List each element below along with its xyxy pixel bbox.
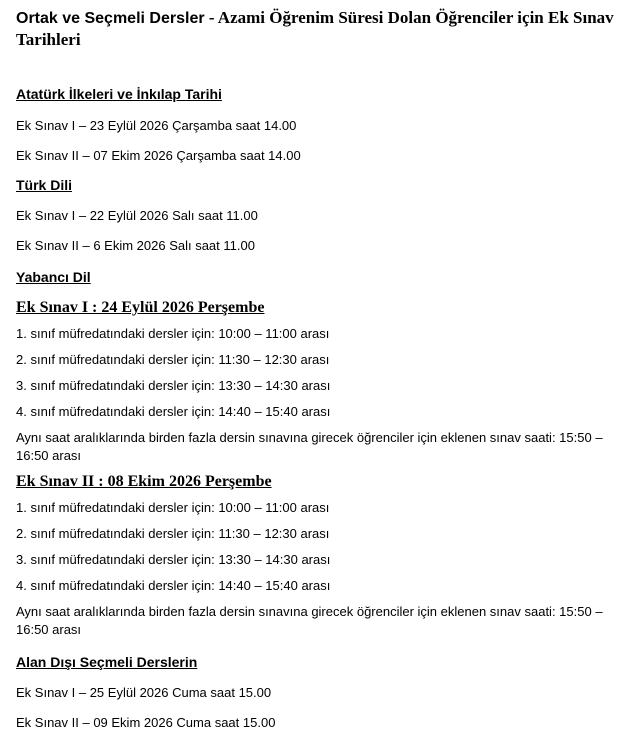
session-2-item: 4. sınıf müfredatındaki dersler için: 14:40 – 15:40 arası xyxy=(16,578,331,593)
section-heading-yabanci-dil: Yabancı Dil xyxy=(16,269,91,285)
alan-disi-exam-1: Ek Sınav I – 25 Eylül 2026 Cuma saat 15.00 xyxy=(16,685,272,700)
turk-dili-exam-1: Ek Sınav I – 22 Eylül 2026 Salı saat 11.00 xyxy=(16,208,258,223)
session-2-item: 3. sınıf müfredatındaki dersler için: 13:30 – 14:30 arası xyxy=(16,552,331,567)
section-heading-ataturk: Atatürk İlkeleri ve İnkılap Tarihi xyxy=(16,86,222,102)
session-2-note: Aynı saat aralıklarında birden fazla dersin sınavına girecek öğrenciler için eklenen sınav saati: 15:50 – 16:50 arası xyxy=(16,604,603,637)
session-1-item: 2. sınıf müfredatındaki dersler için: 11:30 – 12:30 arası xyxy=(16,352,330,367)
alan-disi-exam-2: Ek Sınav II – 09 Ekim 2026 Cuma saat 15.00 xyxy=(16,715,276,730)
page-title-part2: - Azami Öğrenim Süresi Dolan Öğrenciler için Ek Sınav Tarihleri xyxy=(16,8,614,49)
session-1-item: 4. sınıf müfredatındaki dersler için: 14:40 – 15:40 arası xyxy=(16,404,331,419)
session-2-heading: Ek Sınav II : 08 Ekim 2026 Perşembe xyxy=(16,473,272,490)
session-1-note: Aynı saat aralıklarında birden fazla dersin sınavına girecek öğrenciler için eklenen sınav saati: 15:50 – 16:50 arası xyxy=(16,430,603,463)
page-title-part1: Ortak ve Seçmeli Dersler xyxy=(16,10,205,27)
session-2-item: 2. sınıf müfredatındaki dersler için: 11:30 – 12:30 arası xyxy=(16,526,330,541)
turk-dili-exam-2: Ek Sınav II – 6 Ekim 2026 Salı saat 11.00 xyxy=(16,238,255,253)
session-1-item: 1. sınıf müfredatındaki dersler için: 10:00 – 11:00 arası xyxy=(16,326,330,341)
session-2-item: 1. sınıf müfredatındaki dersler için: 10:00 – 11:00 arası xyxy=(16,500,330,515)
section-heading-alan-disi: Alan Dışı Seçmeli Derslerin xyxy=(16,654,198,670)
ataturk-exam-2: Ek Sınav II – 07 Ekim 2026 Çarşamba saat 14.00 xyxy=(16,148,301,163)
ataturk-exam-1: Ek Sınav I – 23 Eylül 2026 Çarşamba saat 14.00 xyxy=(16,118,297,133)
session-1-item: 3. sınıf müfredatındaki dersler için: 13:30 – 14:30 arası xyxy=(16,378,331,393)
section-heading-turk-dili: Türk Dili xyxy=(16,177,73,193)
page-title xyxy=(16,7,616,51)
session-1-heading: Ek Sınav I : 24 Eylül 2026 Perşembe xyxy=(16,299,265,316)
